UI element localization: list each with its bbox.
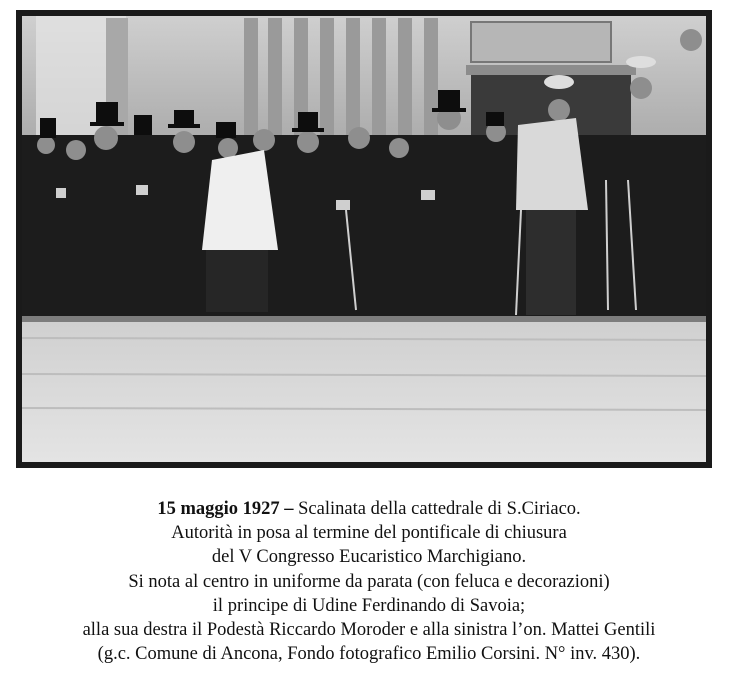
photo-caption	[0, 497, 738, 666]
historic-photograph	[16, 10, 712, 468]
photograph-image	[16, 10, 712, 468]
caption-line-1-text: Scalinata della cattedrale di S.Ciriaco.	[293, 499, 581, 519]
caption-line-7: (g.c. Comune di Ancona, Fondo fotografico Emilio Corsini. N° inv. 430).	[97, 644, 641, 665]
caption-line-3: del V Congresso Eucaristico Marchigiano.	[211, 547, 527, 568]
caption-line-6: alla sua destra il Podestà Riccardo Moroder e alla sinistra l’on. Mattei Gentili	[82, 620, 656, 641]
caption-line-1	[0, 497, 738, 521]
caption-line-5: il principe di Udine Ferdinando di Savoia;	[212, 595, 526, 616]
caption-line-4: Si nota al centro in uniforme da parata (con feluca e decorazioni)	[128, 571, 610, 592]
caption-line-2: Autorità in posa al termine del pontificale di chiusura	[171, 523, 567, 544]
caption-date: 15 maggio 1927 –	[157, 499, 294, 519]
